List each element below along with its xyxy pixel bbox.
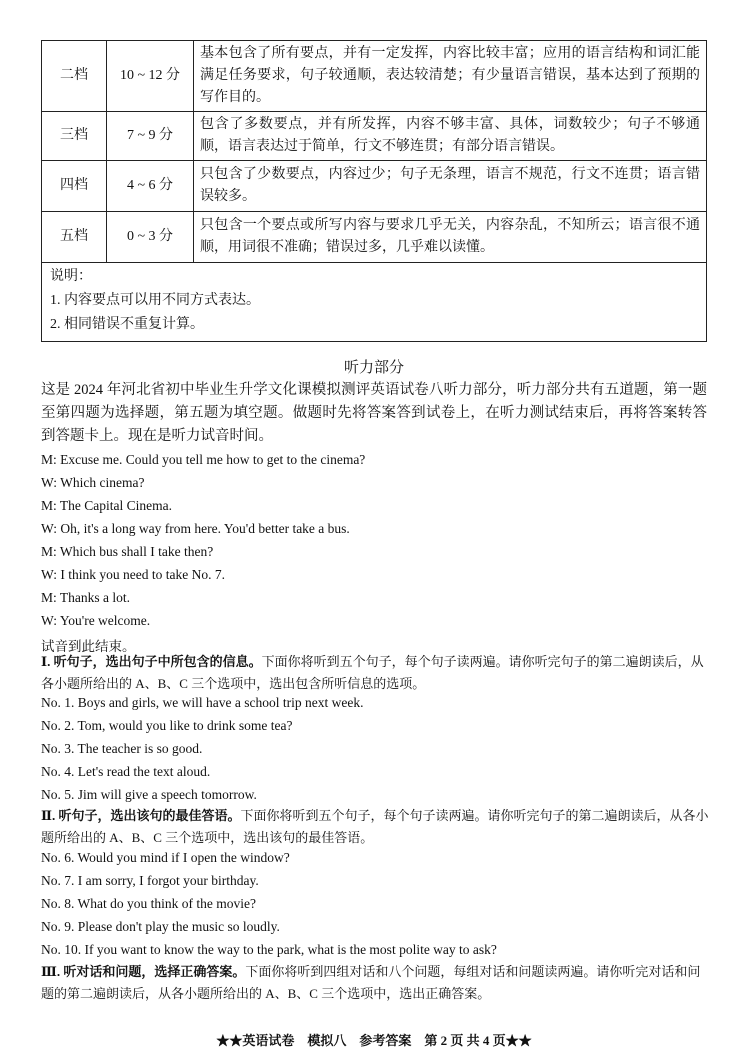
part2-body: 下面你将听到五个句子，每个句子读两遍。请你听完句子的第二遍朗读后，从各小题所给出的 A、B、C 三个选项中，选出该句的最佳答语。 xyxy=(41,808,709,845)
grade-score: 0 ~ 3 分 xyxy=(107,212,194,263)
table-row xyxy=(42,41,707,112)
question-item: No. 3. The teacher is so good. xyxy=(41,741,203,756)
scoring-table xyxy=(41,40,707,342)
note-item: 2. 相同错误不重复计算。 xyxy=(50,317,204,332)
question-item: No. 10. If you want to know the way to the park, what is the most polite way to ask? xyxy=(41,942,497,957)
section-title: 听力部分 xyxy=(343,360,404,376)
question-item: No. 1. Boys and girls, we will have a school trip next week. xyxy=(41,695,364,710)
test-end-line: 试音到此结束。 xyxy=(41,639,136,654)
part3-body: 下面你将听到四组对话和八个问题，每组对话和问题读两遍。请你听完对话和问题的第二遍朗读后，从各小题所给出的 A、B、C 三个选项中，选出正确答案。 xyxy=(41,964,701,1001)
question-item: No. 2. Tom, would you like to drink some tea? xyxy=(41,718,293,733)
grade-score: 4 ~ 6 分 xyxy=(107,161,194,212)
grade-level: 三档 xyxy=(42,112,107,161)
dialogue-line: M: Excuse me. Could you tell me how to get to the cinema? xyxy=(41,452,366,467)
grade-level: 二档 xyxy=(42,41,107,112)
notes-label: 说明： xyxy=(50,269,92,284)
grade-description: 只包含了少数要点，内容过少；句子无条理，语言不规范，行文不连贯；语言错误较多。 xyxy=(194,161,707,212)
part3-heading: Ⅲ. 听对话和问题，选择正确答案。 xyxy=(41,964,246,979)
part1-instruction xyxy=(41,651,711,695)
part2-instruction xyxy=(41,805,711,849)
page-footer: ★★英语试卷 模拟八 参考答案 第 2 页 共 4 页★★ xyxy=(216,1033,532,1048)
part1-heading: Ⅰ. 听句子，选出句子中所包含的信息。 xyxy=(41,654,262,669)
dialogue-line: W: Oh, it's a long way from here. You'd better take a bus. xyxy=(41,521,350,536)
part2-heading: Ⅱ. 听句子，选出该句的最佳答语。 xyxy=(41,808,241,823)
note-item: 1. 内容要点可以用不同方式表达。 xyxy=(50,293,260,308)
grade-score: 7 ~ 9 分 xyxy=(107,112,194,161)
grade-description: 包含了多数要点，并有所发挥，内容不够丰富、具体，词数较少；句子不够通顺，语言表达过于简单，行文不够连贯；有部分语言错误。 xyxy=(194,112,707,161)
question-item: No. 4. Let's read the text aloud. xyxy=(41,764,211,779)
listening-intro: 这是 2024 年河北省初中毕业生升学文化课模拟测评英语试卷八听力部分，听力部分共有五道题，第一题至第四题为选择题，第五题为填空题。做题时先将答案答到试卷上，在听力测试结束后，再将答案转答到答题卡上。现在是听力试音时间。 xyxy=(41,382,707,444)
question-item: No. 5. Jim will give a speech tomorrow. xyxy=(41,787,257,802)
grade-description: 只包含一个要点或所写内容与要求几乎无关，内容杂乱，不知所云；语言很不通顺，用词很不准确；错误过多，几乎难以读懂。 xyxy=(194,212,707,263)
dialogue-line: W: Which cinema? xyxy=(41,475,145,490)
question-item: No. 6. Would you mind if I open the window? xyxy=(41,850,290,865)
grade-level: 四档 xyxy=(42,161,107,212)
question-item: No. 8. What do you think of the movie? xyxy=(41,896,256,911)
part1-body: 下面你将听到五个句子，每个句子读两遍。请你听完句子的第二遍朗读后，从各小题所给出的 A、B、C 三个选项中，选出包含所听信息的选项。 xyxy=(41,654,704,691)
notes-row xyxy=(42,263,707,342)
table-row xyxy=(42,161,707,212)
dialogue-line: M: Thanks a lot. xyxy=(41,590,130,605)
dialogue-line: M: Which bus shall I take then? xyxy=(41,544,214,559)
table-row xyxy=(42,112,707,161)
table-row xyxy=(42,212,707,263)
question-item: No. 7. I am sorry, I forgot your birthday. xyxy=(41,873,259,888)
grade-score: 10 ~ 12 分 xyxy=(107,41,194,112)
grade-level: 五档 xyxy=(42,212,107,263)
dialogue-line: W: You're welcome. xyxy=(41,613,151,628)
dialogue-line: W: I think you need to take No. 7. xyxy=(41,567,225,582)
grade-description: 基本包含了所有要点，并有一定发挥，内容比较丰富；应用的语言结构和词汇能满足任务要求，句子较通顺，表达较清楚；有少量语言错误，基本达到了预期的写作目的。 xyxy=(194,41,707,112)
part3-instruction xyxy=(41,961,711,1005)
notes-cell xyxy=(42,263,707,342)
dialogue-line: M: The Capital Cinema. xyxy=(41,498,172,513)
question-item: No. 9. Please don't play the music so loudly. xyxy=(41,919,280,934)
